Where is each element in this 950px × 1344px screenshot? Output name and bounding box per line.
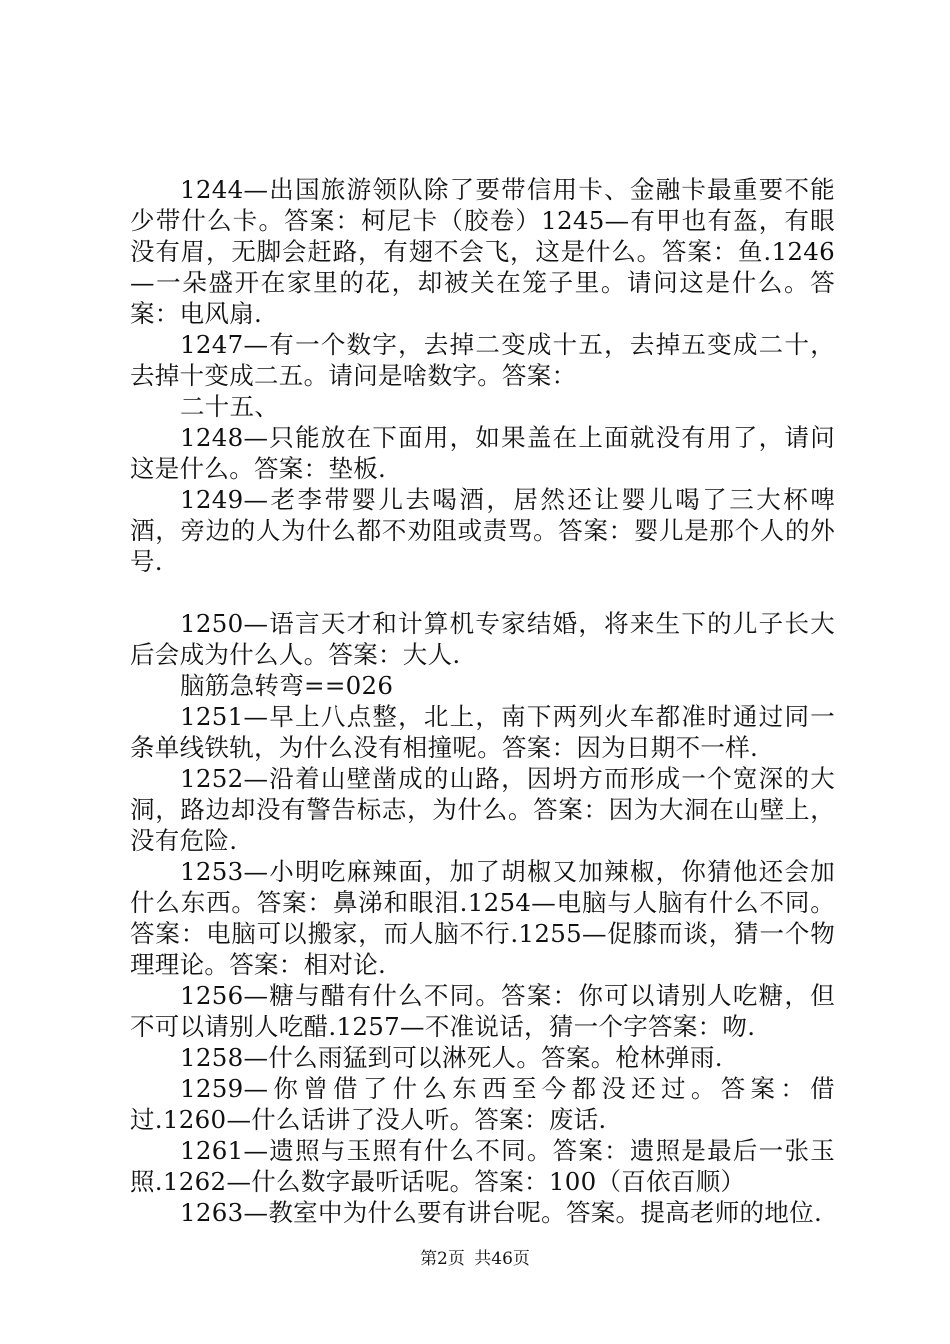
page-total: 共46页	[474, 1249, 530, 1269]
paragraph-1253: 1253—小明吃麻辣面，加了胡椒又加辣椒，你猜他还会加什么东西。答案：鼻涕和眼泪.1254—电脑与人脑有什么不同。答案：电脑可以搬家，而人脑不行.1255—促膝而谈，猜一个物理理论。答案：相对论.	[130, 857, 835, 979]
document-body	[130, 174, 835, 1228]
paragraph-1249: 1249—老李带婴儿去喝酒，居然还让婴儿喝了三大杯啤酒，旁边的人为什么都不劝阻或责骂。答案：婴儿是那个人的外号.	[130, 485, 835, 576]
paragraph-1247: 1247—有一个数字，去掉二变成十五，去掉五变成二十，去掉十变成二五。请问是啥数字。答案：	[130, 330, 835, 390]
paragraph-answer-25: 二十五、	[180, 392, 280, 421]
paragraph-1244: 1244—出国旅游领队除了要带信用卡、金融卡最重要不能少带什么卡。答案：柯尼卡（胶卷）1245—有甲也有盔，有眼没有眉，无脚会赶路，有翅不会飞，这是什么。答案：鱼.1246—一朵盛开在家里的花，却被关在笼子里。请问这是什么。答案：电风扇.	[130, 175, 835, 328]
paragraph-1258: 1258—什么雨猛到可以淋死人。答案。枪林弹雨.	[180, 1043, 723, 1072]
paragraph-1261: 1261—遗照与玉照有什么不同。答案：遗照是最后一张玉照.1262—什么数字最听话呢。答案：100（百依百顺）	[130, 1136, 835, 1196]
paragraph-1251: 1251—早上八点整，北上，南下两列火车都准时通过同一条单线铁轨，为什么没有相撞呢。答案：因为日期不一样.	[130, 702, 835, 762]
paragraph-1252: 1252—沿着山壁凿成的山路，因坍方而形成一个宽深的大洞，路边却没有警告标志，为什么。答案：因为大洞在山壁上，没有危险.	[130, 764, 835, 855]
page-number: 第2页	[420, 1249, 465, 1269]
paragraph-1263: 1263—教室中为什么要有讲台呢。答案。提高老师的地位.	[180, 1198, 823, 1227]
page-footer	[0, 1244, 950, 1269]
paragraph-1250: 1250—语言天才和计算机专家结婚，将来生下的儿子长大后会成为什么人。答案：大人.	[130, 609, 835, 669]
paragraph-1259: 1259—你曾借了什么东西至今都没还过。答案：借过.1260—什么话讲了没人听。答案：废话.	[130, 1074, 835, 1134]
paragraph-1256: 1256—糖与醋有什么不同。答案：你可以请别人吃糖，但不可以请别人吃醋.1257—不准说话，猜一个字答案：吻.	[130, 981, 835, 1041]
paragraph-1248: 1248—只能放在下面用，如果盖在上面就没有用了，请问这是什么。答案：垫板.	[130, 423, 835, 483]
section-heading: 脑筋急转弯==026	[180, 671, 394, 700]
